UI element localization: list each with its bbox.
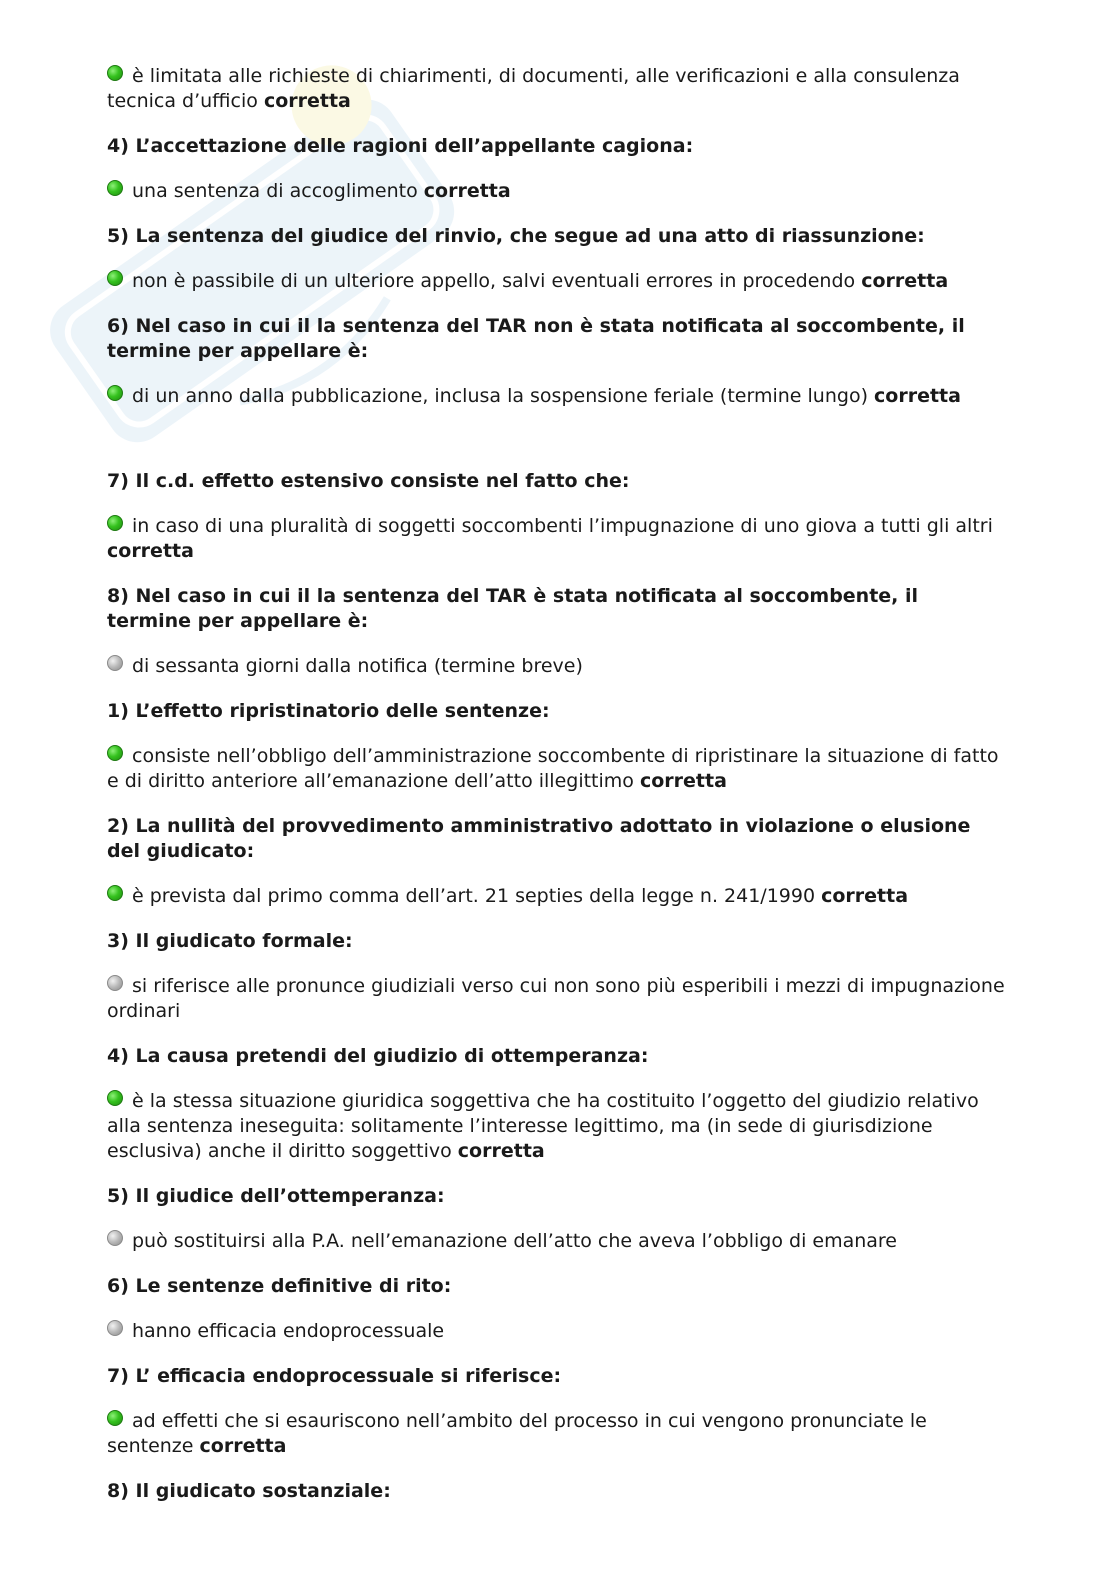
blank-gap xyxy=(107,429,1007,469)
question-heading: 6) Nel caso in cui il la sentenza del TAR non è stata notificata al soccombente, il termine per appellare è: xyxy=(107,315,965,362)
correct-label: corretta xyxy=(263,90,351,112)
correct-label: corretta xyxy=(457,1140,545,1162)
answer-option xyxy=(107,1229,1007,1254)
question-heading: 4) L’accettazione delle ragioni dell’appellante cagiona: xyxy=(107,135,694,157)
answer-option xyxy=(107,974,1007,1024)
question-heading: 5) La sentenza del giudice del rinvio, che segue ad una atto di riassunzione: xyxy=(107,225,925,247)
correct-answer-dot-icon xyxy=(107,65,123,81)
answer-dot-icon xyxy=(107,975,123,991)
answer-dot-icon xyxy=(107,1230,123,1246)
correct-answer-dot-icon xyxy=(107,1410,123,1426)
answer-option xyxy=(107,514,1007,564)
answer-text: una sentenza di accoglimento xyxy=(132,180,418,202)
answer-option xyxy=(107,1409,1007,1459)
answer-option xyxy=(107,384,1007,409)
correct-label: corretta xyxy=(107,540,194,562)
answer-text: di sessanta giorni dalla notifica (termine breve) xyxy=(132,655,583,677)
question-heading: 1) L’effetto ripristinatorio delle sentenze: xyxy=(107,700,550,722)
answer-option xyxy=(107,64,1007,114)
question-heading: 5) Il giudice dell’ottemperanza: xyxy=(107,1185,445,1207)
answer-option xyxy=(107,1089,1007,1164)
answer-text: consiste nell’obbligo dell’amministrazione soccombente di ripristinare la situazione di fatto e di diritto anteriore all’emanazione dell’atto illegittimo xyxy=(107,745,999,792)
answer-option xyxy=(107,269,1007,294)
question-heading: 6) Le sentenze definitive di rito: xyxy=(107,1275,452,1297)
answer-text: si riferisce alle pronunce giudiziali verso cui non sono più esperibili i mezzi di impugnazione ordinari xyxy=(107,975,1005,1022)
correct-label: corretta xyxy=(821,885,909,907)
correct-label: corretta xyxy=(423,180,511,202)
answer-text: di un anno dalla pubblicazione, inclusa la sospensione feriale (termine lungo) xyxy=(132,385,868,407)
answer-dot-icon xyxy=(107,655,123,671)
answer-option xyxy=(107,654,1007,679)
question-heading: 2) La nullità del provvedimento amministrativo adottato in violazione o elusione del giudicato: xyxy=(107,815,971,862)
answer-text: è prevista dal primo comma dell’art. 21 septies della legge n. 241/1990 xyxy=(132,885,816,907)
correct-label: corretta xyxy=(874,385,961,407)
correct-answer-dot-icon xyxy=(107,180,123,196)
question-heading: 4) La causa pretendi del giudizio di ottemperanza: xyxy=(107,1045,649,1067)
answer-text: è la stessa situazione giuridica soggettiva che ha costituito l’oggetto del giudizio relativo alla sentenza ineseguita: solitamente l’interesse legittimo, ma (in sede di giurisdizione esclusiva) anche il diritto soggettivo xyxy=(107,1090,979,1162)
answer-text: hanno efficacia endoprocessuale xyxy=(132,1320,445,1342)
answer-option xyxy=(107,179,1007,204)
correct-answer-dot-icon xyxy=(107,270,123,286)
answer-option xyxy=(107,884,1007,909)
answer-text: ad effetti che si esauriscono nell’ambito del processo in cui vengono pronunciate le sentenze xyxy=(107,1410,927,1457)
correct-label: corretta xyxy=(861,270,949,292)
question-heading: 8) Il giudicato sostanziale: xyxy=(107,1480,391,1502)
correct-answer-dot-icon xyxy=(107,515,123,531)
answer-option xyxy=(107,744,1007,794)
question-heading: 3) Il giudicato formale: xyxy=(107,930,353,952)
correct-label: corretta xyxy=(639,770,727,792)
answer-text: non è passibile di un ulteriore appello, salvi eventuali errores in procedendo xyxy=(132,270,856,292)
answer-option xyxy=(107,1319,1007,1344)
answer-dot-icon xyxy=(107,1320,123,1336)
correct-answer-dot-icon xyxy=(107,385,123,401)
correct-answer-dot-icon xyxy=(107,1090,123,1106)
answer-text: è limitata alle richieste di chiarimenti, di documenti, alle verificazioni e alla consulenza tecnica d’ufficio xyxy=(107,65,960,112)
question-heading: 7) Il c.d. effetto estensivo consiste nel fatto che: xyxy=(107,470,630,492)
answer-text: può sostituirsi alla P.A. nell’emanazione dell’atto che aveva l’obbligo di emanare xyxy=(132,1230,897,1252)
correct-answer-dot-icon xyxy=(107,885,123,901)
question-heading: 8) Nel caso in cui il la sentenza del TAR è stata notificata al soccombente, il termine per appellare è: xyxy=(107,585,919,632)
correct-label: corretta xyxy=(199,1435,287,1457)
answer-text: in caso di una pluralità di soggetti soccombenti l’impugnazione di uno giova a tutti gli altri xyxy=(132,515,993,537)
question-heading: 7) L’ efficacia endoprocessuale si riferisce: xyxy=(107,1365,562,1387)
quiz-content xyxy=(107,64,1007,1524)
correct-answer-dot-icon xyxy=(107,745,123,761)
